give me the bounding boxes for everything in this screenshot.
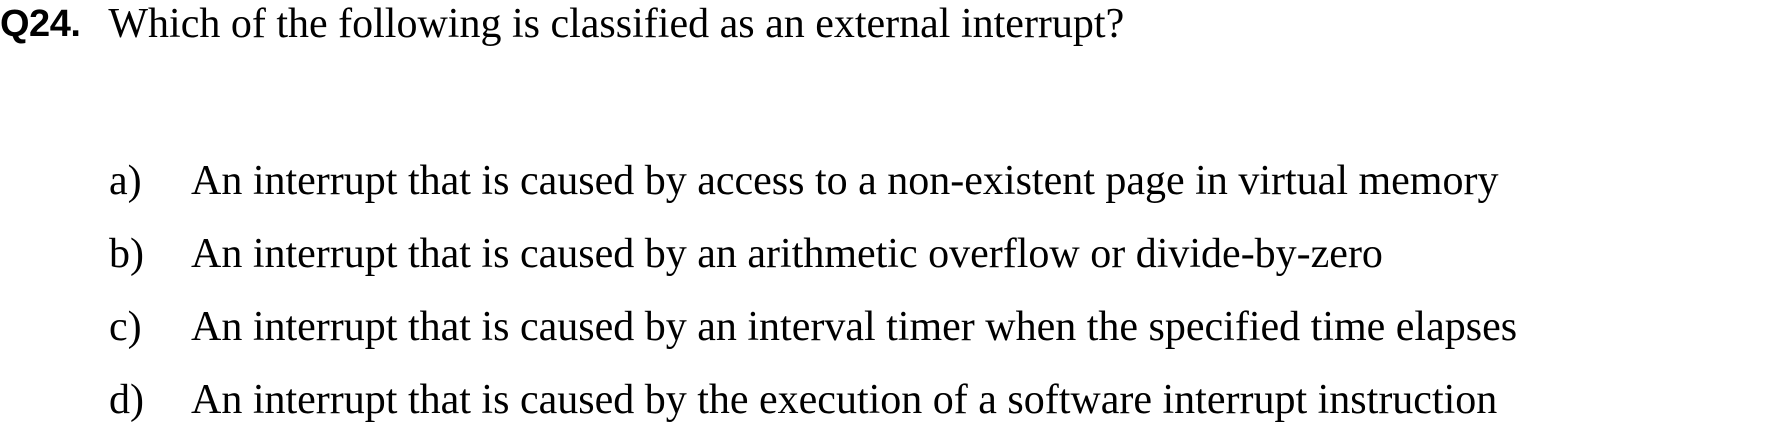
answer-options (109, 144, 1517, 436)
option-text: An interrupt that is caused by access to a non-existent page in virtual memory (191, 157, 1499, 204)
question-text: Which of the following is classified as an external interrupt? (108, 1, 1125, 47)
option-c (109, 290, 1517, 363)
option-b (109, 217, 1517, 290)
option-text: An interrupt that is caused by an interval timer when the specified time elapses (191, 303, 1518, 350)
question-header (0, 0, 1124, 48)
option-a (109, 144, 1517, 217)
option-text: An interrupt that is caused by an arithmetic overflow or divide-by-zero (191, 230, 1383, 277)
option-d (109, 363, 1517, 436)
option-letter: c) (109, 303, 142, 350)
option-text: An interrupt that is caused by the execution of a software interrupt instruction (191, 376, 1498, 423)
question-number: Q24. (0, 2, 81, 45)
option-letter: b) (109, 230, 144, 277)
option-letter: d) (109, 376, 144, 423)
option-letter: a) (109, 157, 142, 204)
